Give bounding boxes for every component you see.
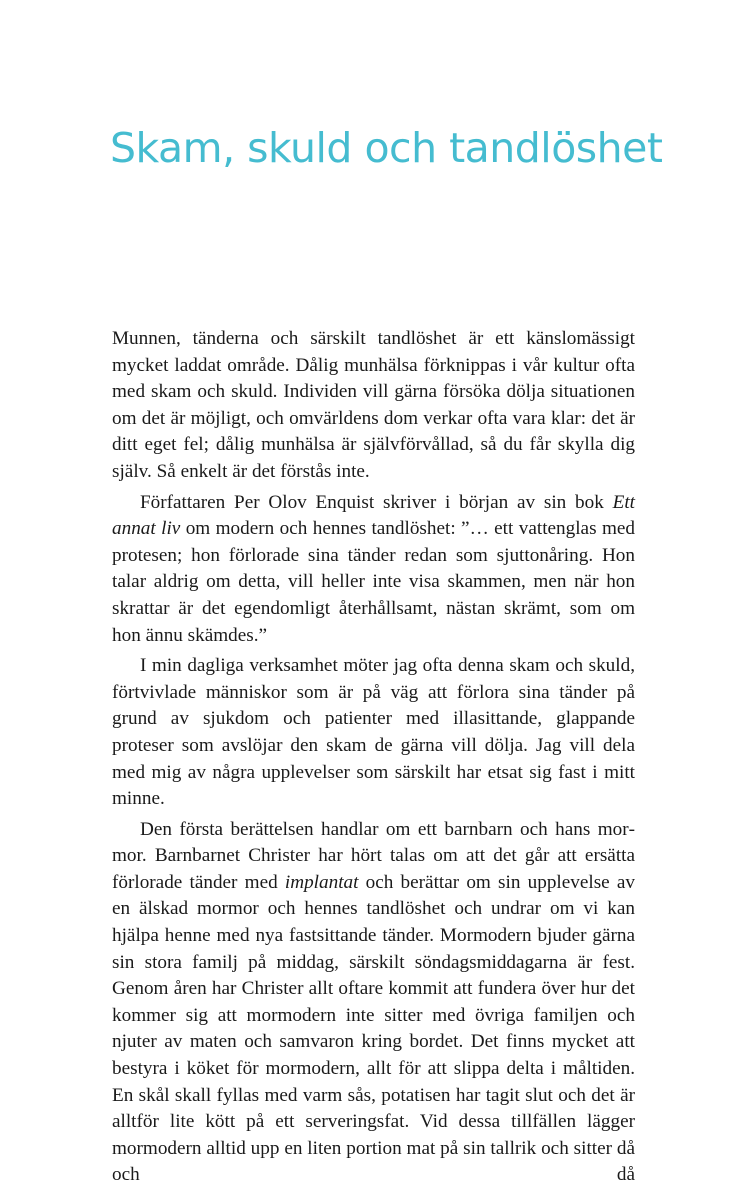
implantat-italic: implantat	[284, 871, 359, 893]
paragraph-4	[112, 817, 635, 1189]
paragraph-3: I min dagliga verksamhet möter jag ofta denna skam och skuld, förtvivlade människor som är på väg att förlora sina tänder på grund av sjukdom och patienter med illasittande, glappande proteser som avslöjar den skam de gärna vill dölja. Jag vill dela med mig av några upplevelser som särskilt har etsat sig fast i mitt minne.	[112, 655, 635, 810]
paragraph-2	[112, 490, 635, 650]
paragraph-4-text-after: och berättar om sin upplevelse av en älskad mormor och hennes tandlöshet och undrar om vi kan hjälpa henne med nya fastsittande tänder. Mormodern bjuder gärna sin stora familj på middag, särskilt söndagsmiddagarna är fest. Genom åren har Christer allt oftare kommit att fundera över hur det kommer sig att mormodern inte sitter med övriga familjen och njuter av maten och samvaron kring bordet. Det finns mycket att bestyra i köket för mormodern, allt för att slippa delta i måltiden. En skål skall fyllas med varm sås, potatisen har tagit slut och det är alltför lite kött på ett serveringsfat. Vid dessa tillfällen lägger mormodern alltid upp en liten portion mat på sin tallrik och sitter då och då	[112, 871, 635, 1186]
paragraph-2-text-after: om modern och hennes tandlöshet: ”… ett vattenglas med protesen; hon förlorade sina tänder redan som sjuttonåring. Hon talar aldrig om detta, vill heller inte visa skammen, men när hon skrattar är det egendomligt återhållsamt, nästan skrämt, som om hon ännu skämdes.”	[112, 518, 635, 646]
paragraph-2-text-before: Författaren Per Olov Enquist skriver i början av sin bok	[140, 491, 613, 513]
chapter-title: Skam, skuld och tandlöshet	[110, 124, 663, 172]
body-text	[112, 326, 635, 1189]
book-title-italic: Ett annat liv	[112, 491, 635, 540]
paragraph-4-text-before: Den första berättelsen handlar om ett barnbarn och hans mormor. Barnbarnet Christer har hört talas om att det går att ersätta förlorade tänder med	[112, 818, 635, 893]
paragraph-1: Munnen, tänderna och särskilt tandlöshet är ett känslomässigt mycket laddat område. Dålig munhälsa förknippas i vår kultur ofta med skam och skuld. Individen vill gärna försöka dölja situationen om det är möjligt, och omvärldens dom verkar ofta vara klar: det är ditt eget fel; dålig munhälsa är självförvållad, så du får skylla dig själv. Så enkelt är det förstås inte.	[112, 328, 635, 482]
